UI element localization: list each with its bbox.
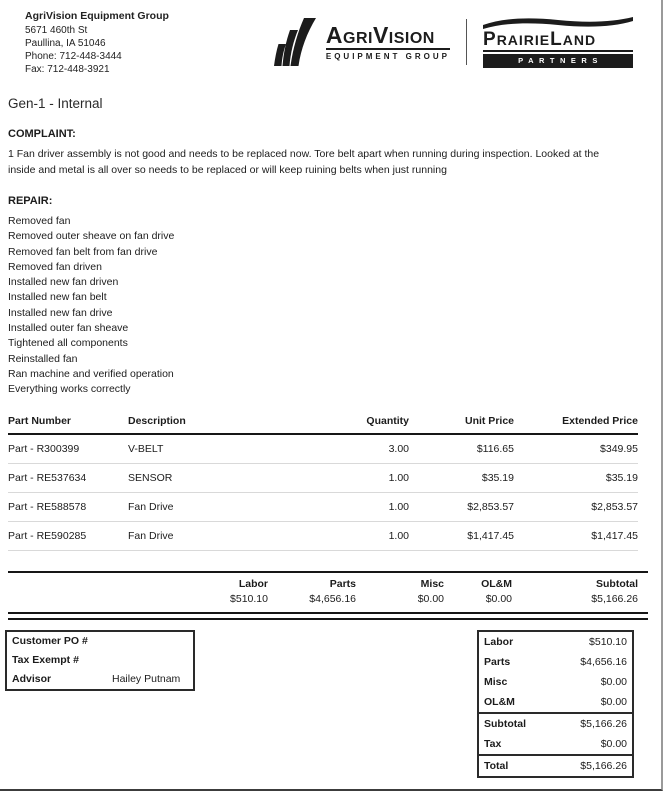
totals-header-row: [8, 578, 638, 593]
repair-step: Removed fan belt from fan drive: [8, 245, 158, 258]
complaint-label: COMPLAINT:: [8, 128, 76, 140]
summary-row-subtotal: [478, 713, 633, 734]
table-row: [8, 492, 638, 521]
summary-label: Total: [478, 755, 552, 777]
summary-value: $0.00: [600, 675, 627, 688]
totals-values-row: [8, 593, 638, 605]
col-header-part-number: Part Number: [8, 411, 128, 434]
summary-value: $5,166.26: [552, 713, 633, 734]
cell-quantity: 1.00: [278, 521, 409, 550]
agrivision-stripes-icon: [274, 18, 320, 66]
cell-quantity: 1.00: [278, 463, 409, 492]
cell-extended-price: $1,417.45: [514, 521, 638, 550]
summary-table: [477, 630, 634, 778]
page-title: Gen-1 - Internal: [8, 96, 103, 111]
repair-step: Removed fan driven: [8, 260, 102, 273]
logo-divider: [466, 19, 467, 65]
totals-band: [8, 571, 648, 620]
company-address-line2: Paullina, IA 51046: [25, 38, 106, 49]
repair-step: Installed outer fan sheave: [8, 322, 129, 335]
customer-po-label: Customer PO #: [12, 634, 88, 647]
tax-exempt-row: [7, 651, 193, 670]
totals-value-olm: $0.00: [485, 592, 512, 605]
col-header-extended-price: Extended Price: [514, 411, 638, 434]
company-address-line1: 5671 460th St: [25, 25, 88, 36]
cell-description: Fan Drive: [128, 492, 278, 521]
logo-area: [274, 16, 633, 68]
summary-row-tax: [478, 734, 633, 755]
advisor-name: Hailey Putnam: [112, 672, 181, 685]
repair-step: Removed fan: [8, 215, 71, 227]
company-phone: Phone: 712-448-3444: [25, 51, 122, 62]
summary-label: Tax: [484, 737, 502, 750]
cell-unit-price: $35.19: [409, 463, 514, 492]
repair-step: Installed new fan belt: [8, 291, 107, 304]
prairieland-brand-text: PRAIRIELAND: [483, 30, 633, 52]
cell-quantity: 1.00: [278, 492, 409, 521]
parts-table-header-row: [8, 411, 638, 434]
col-header-description: Description: [128, 411, 278, 434]
summary-row-labor: [478, 631, 633, 652]
cell-part-number: Part - RE537634: [8, 463, 128, 492]
cell-quantity: 3.00: [278, 434, 409, 464]
cell-extended-price: $35.19: [514, 463, 638, 492]
prairieland-tagline: PARTNERS: [483, 54, 633, 68]
tax-exempt-label: Tax Exempt #: [12, 653, 79, 666]
cell-unit-price: $1,417.45: [409, 521, 514, 550]
table-row: [8, 463, 638, 492]
summary-value: $5,166.26: [552, 755, 633, 777]
totals-header-subtotal: Subtotal: [596, 577, 638, 590]
cell-extended-price: $349.95: [514, 434, 638, 464]
advisor-row: [7, 670, 193, 689]
cell-part-number: Part - RE590285: [8, 521, 128, 550]
repair-step: Tightened all components: [8, 337, 128, 350]
summary-row-total: [478, 755, 633, 777]
summary-value: $510.10: [589, 635, 627, 648]
summary-label: Parts: [484, 655, 511, 668]
advisor-label: Advisor: [12, 672, 52, 685]
bottom-section: [5, 630, 634, 778]
summary-row-parts: [478, 652, 633, 672]
cell-part-number: Part - R300399: [8, 434, 128, 464]
summary-label: OL&M: [484, 695, 515, 708]
repair-step: Everything works correctly: [8, 383, 131, 396]
totals-header-parts: Parts: [329, 577, 356, 590]
summary-value: $4,656.16: [580, 655, 627, 668]
col-header-quantity: Quantity: [278, 411, 409, 434]
double-rule: [8, 612, 648, 620]
summary-value: $0.00: [600, 695, 627, 708]
company-info-block: [25, 10, 169, 76]
totals-header-labor: Labor: [238, 577, 268, 590]
agrivision-tagline: EQUIPMENT GROUP: [325, 51, 450, 61]
parts-table: [8, 411, 638, 551]
repair-steps-list: [8, 214, 661, 398]
repair-step: Ran machine and verified operation: [8, 367, 174, 380]
cell-description: Fan Drive: [128, 521, 278, 550]
totals-header-olm: OL&M: [481, 577, 512, 590]
customer-info-box: [5, 630, 195, 691]
customer-po-row: [7, 632, 193, 651]
cell-part-number: Part - RE588578: [8, 492, 128, 521]
summary-value: $0.00: [600, 737, 627, 750]
totals-value-subtotal: $5,166.26: [591, 592, 638, 605]
repair-step: Installed new fan drive: [8, 306, 113, 319]
table-row: [8, 521, 638, 550]
summary-row-misc: [478, 672, 633, 692]
totals-value-labor: $510.10: [230, 592, 268, 605]
summary-row-olm: [478, 692, 633, 713]
agrivision-brand-text: AGRIVISION: [326, 24, 450, 50]
totals-value-parts: $4,656.16: [309, 592, 356, 605]
prairieland-swoosh-icon: [483, 16, 633, 30]
company-name: AgriVision Equipment Group: [25, 10, 169, 22]
agrivision-logo: [274, 18, 450, 66]
cell-extended-price: $2,853.57: [514, 492, 638, 521]
document-header: [0, 0, 661, 76]
repair-label: REPAIR:: [8, 195, 53, 207]
company-fax: Fax: 712-448-3921: [25, 64, 110, 75]
summary-label: Labor: [484, 635, 514, 648]
totals-header-misc: Misc: [420, 577, 444, 590]
repair-step: Installed new fan driven: [8, 276, 119, 289]
cell-unit-price: $116.65: [409, 434, 514, 464]
summary-label: Subtotal: [478, 713, 552, 734]
cell-description: SENSOR: [128, 463, 278, 492]
table-row: [8, 434, 638, 464]
totals-value-misc: $0.00: [417, 592, 444, 605]
cell-description: V-BELT: [128, 434, 278, 464]
prairieland-logo: [483, 16, 633, 68]
complaint-text: 1 Fan driver assembly is not good and needs to be replaced now. Tore belt apart when running during inspection. Looked at the inside and metal is all over so needs to be replaced or will keep ruining belts when just running: [8, 148, 600, 176]
repair-step: Reinstalled fan: [8, 352, 78, 365]
cell-unit-price: $2,853.57: [409, 492, 514, 521]
col-header-unit-price: Unit Price: [409, 411, 514, 434]
agrivision-wordmark: [325, 21, 450, 61]
repair-step: Removed outer sheave on fan drive: [8, 230, 175, 243]
summary-label: Misc: [484, 675, 508, 688]
